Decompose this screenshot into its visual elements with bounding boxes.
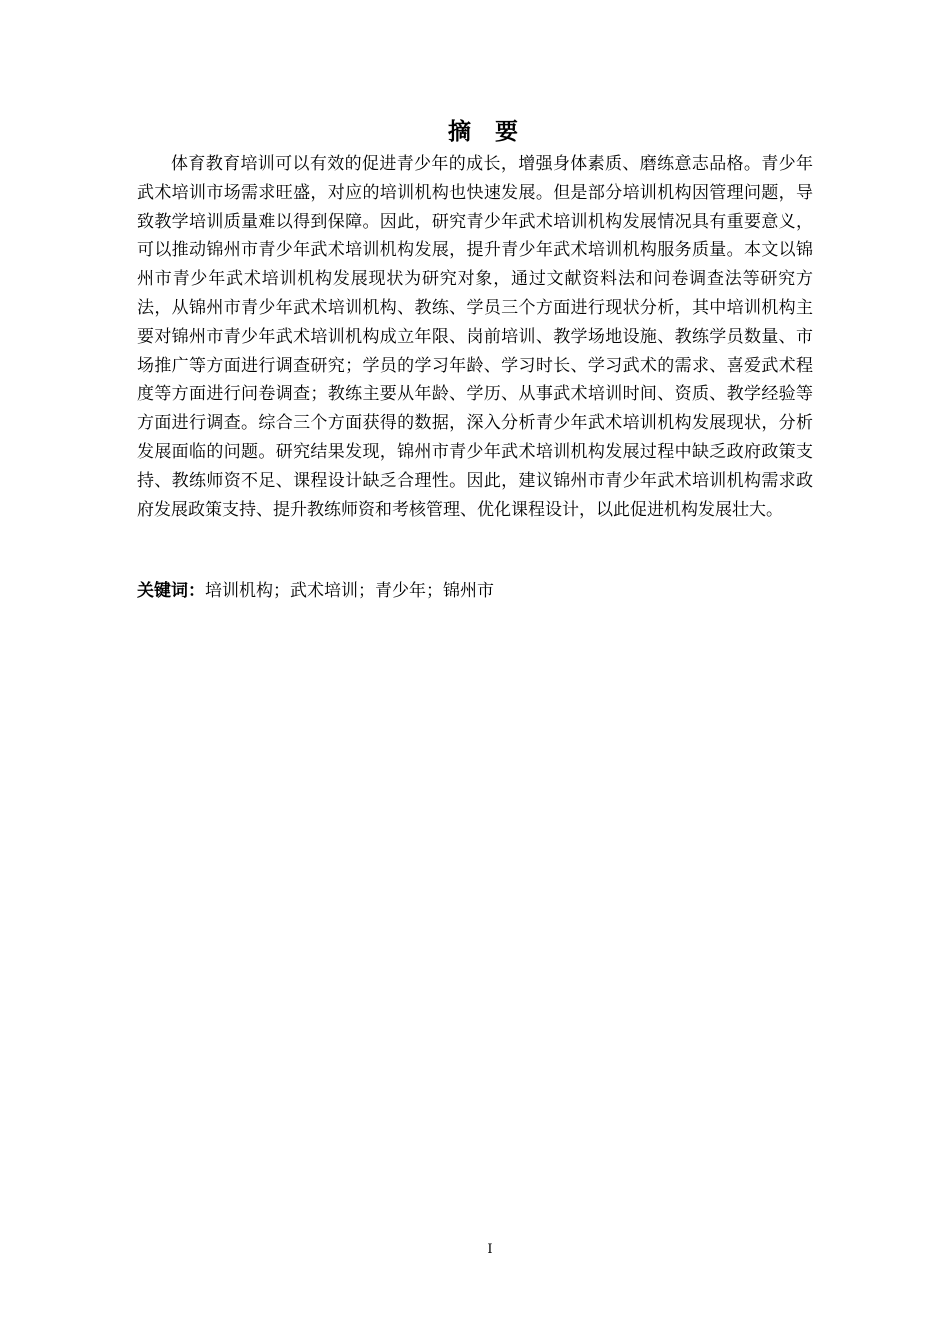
keywords-line [137,577,813,605]
keywords-list: 培训机构；武术培训；青少年；锦州市 [205,581,494,601]
abstract-title: 摘 要 [447,119,526,145]
abstract-body: 体育教育培训可以有效的促进青少年的成长，增强身体素质、磨练意志品格。青少年武术培训市场需求旺盛，对应的培训机构也快速发展。但是部分培训机构因管理问题，导致教学培训质量难以得到保障。因此，研究青少年武术培训机构发展情况具有重要意义，可以推动锦州市青少年武术培训机构发展，提升青少年武术培训机构服务质量。本文以锦州市青少年武术培训机构发展现状为研究对象，通过文献资料法和问卷调查法等研究方法，从锦州市青少年武术培训机构、教练、学员三个方面进行现状分析，其中培训机构主要对锦州市青少年武术培训机构成立年限、岗前培训、教学场地设施、教练学员数量、市场推广等方面进行调查研究；学员的学习年龄、学习时长、学习武术的需求、喜爱武术程度等方面进行问卷调查；教练主要从年龄、学历、从事武术培训时间、资质、教学经验等方面进行调查。综合三个方面获得的数据，深入分析青少年武术培训机构发展现状，分析发展面临的问题。研究结果发现，锦州市青少年武术培训机构发展过程中缺乏政府政策支持、教练师资不足、课程设计缺乏合理性。因此，建议锦州市青少年武术培训机构需求政府发展政策支持、提升教练师资和考核管理、优化课程设计，以此促进机构发展壮大。 [137,154,813,520]
page-number: I [487,1242,493,1257]
keywords-label: 关键词： [137,581,205,601]
